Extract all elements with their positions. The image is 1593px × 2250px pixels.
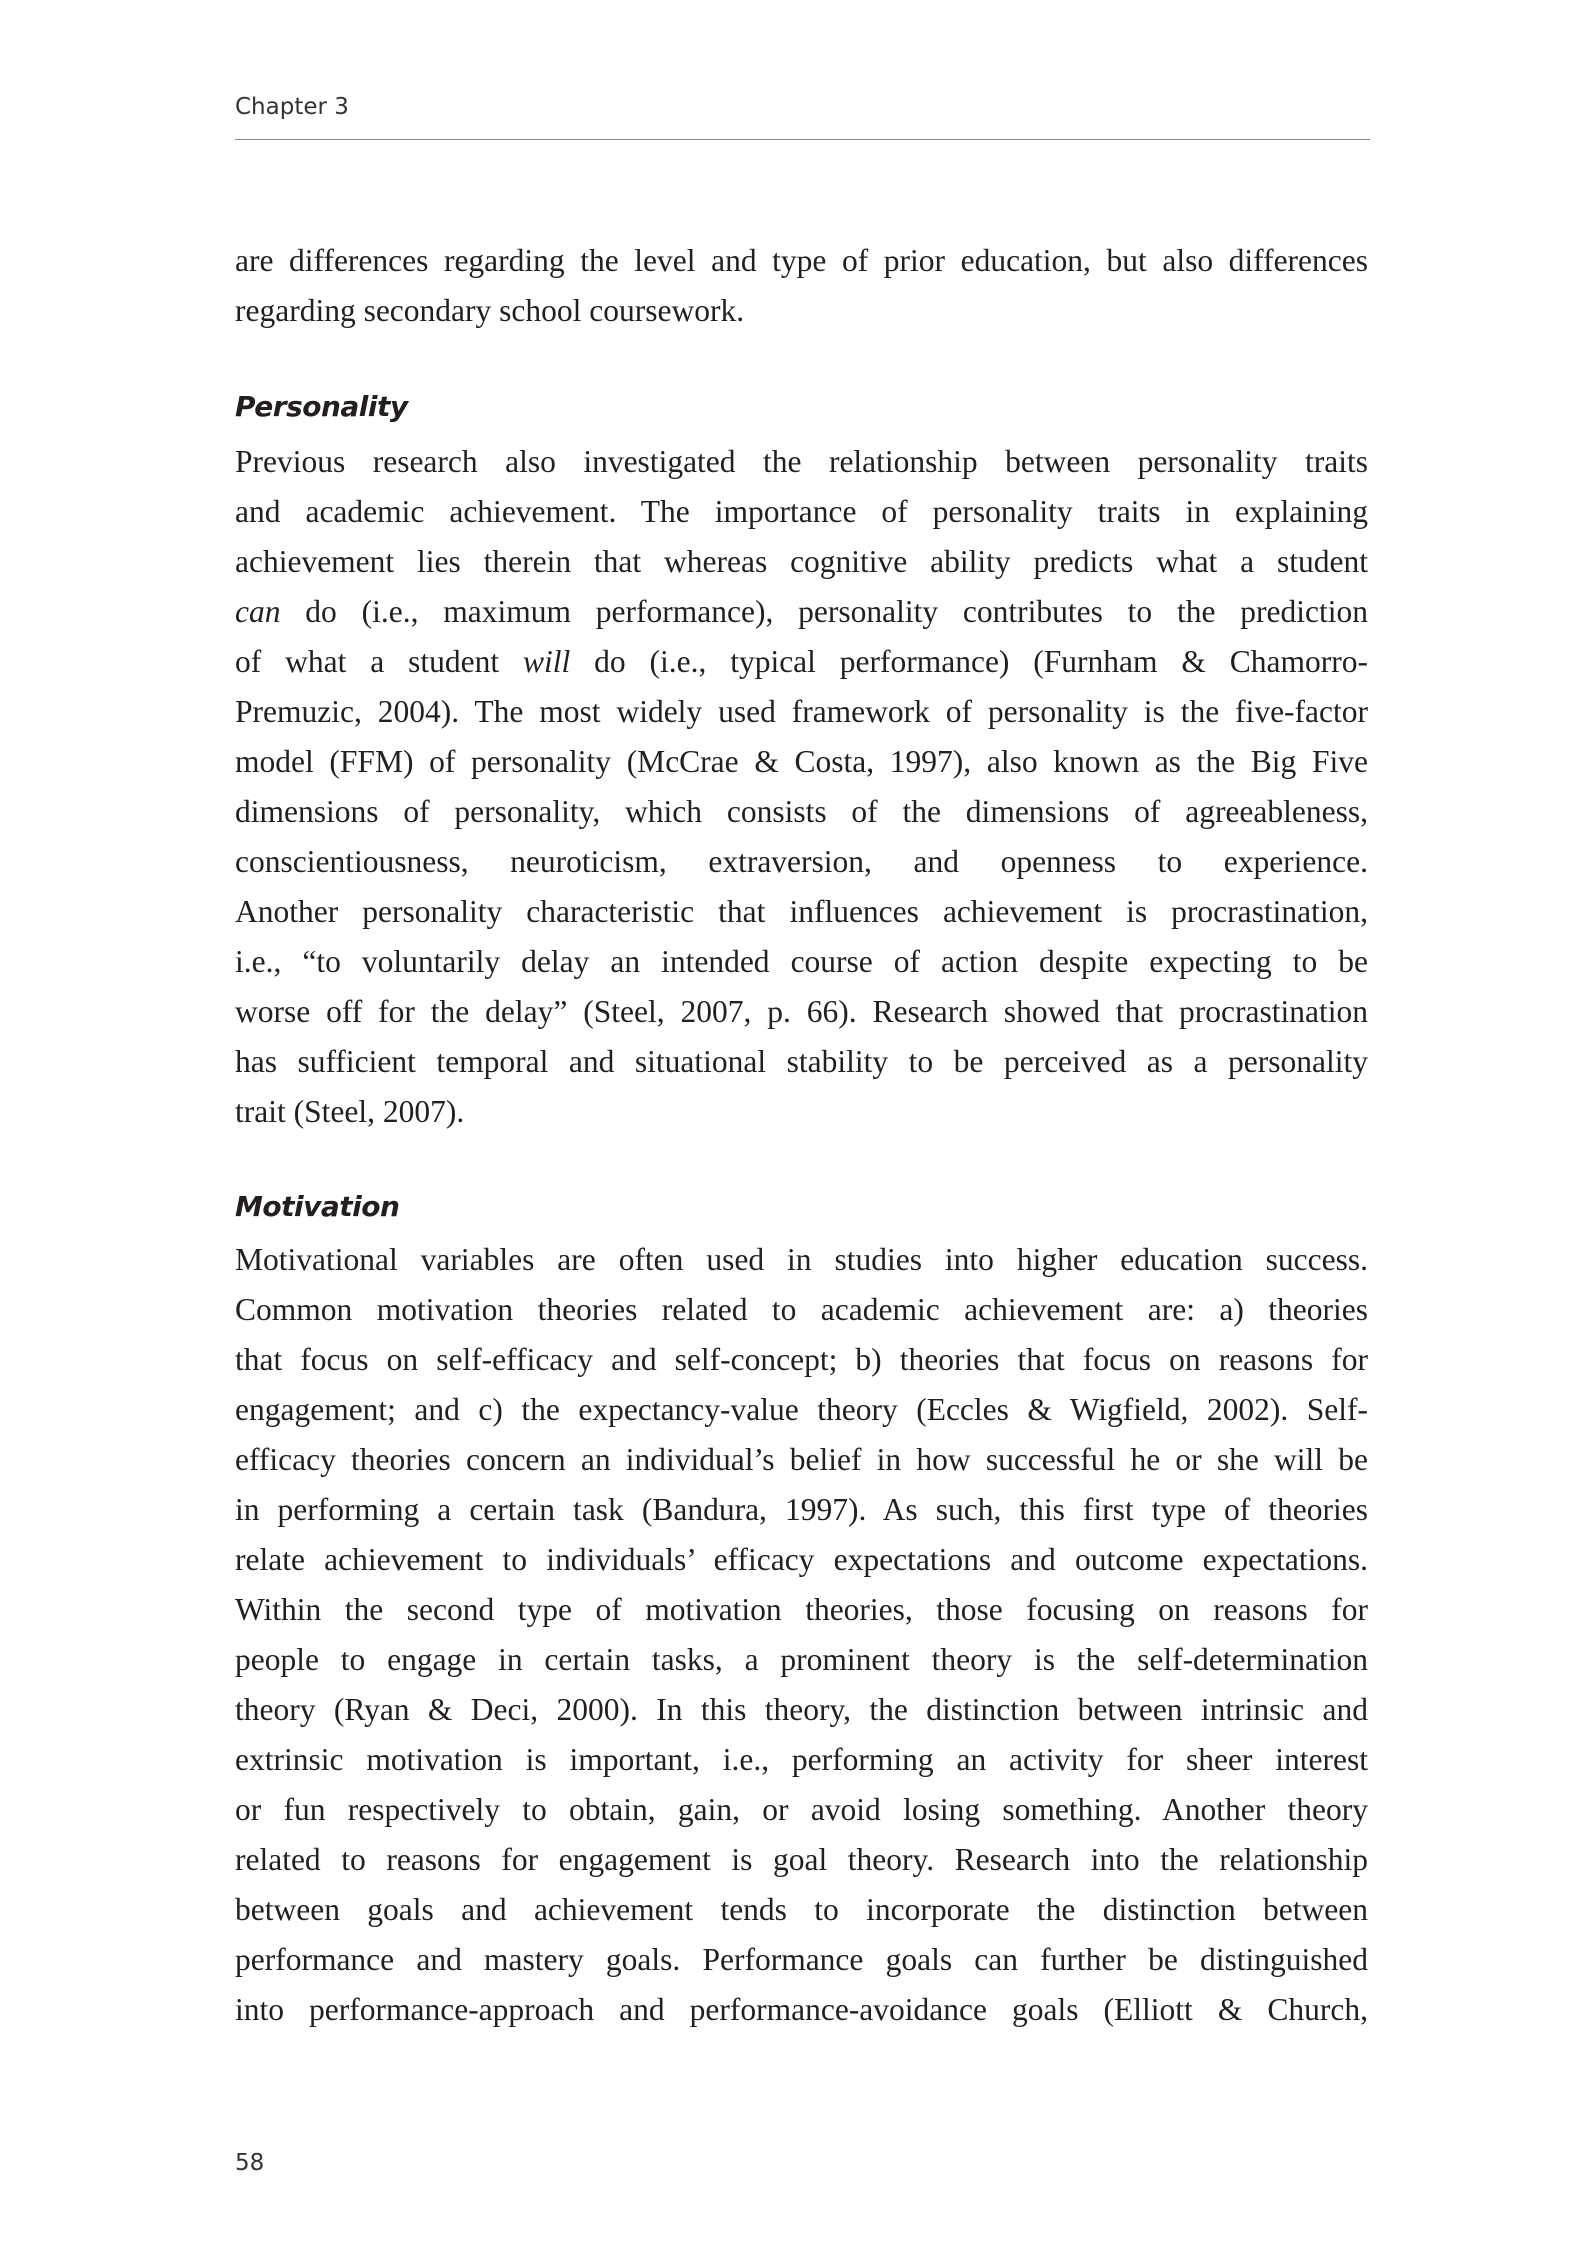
text-line bbox=[235, 987, 1368, 1037]
text-segment: are differences regarding the level and type of prior education, but also differences bbox=[235, 243, 1368, 278]
text-line bbox=[235, 1985, 1368, 2035]
text-segment: performance and mastery goals. Performance goals can further be distinguished bbox=[235, 1942, 1368, 1977]
text-segment: or fun respectively to obtain, gain, or avoid losing something. Another theory bbox=[235, 1792, 1368, 1827]
text-segment: people to engage in certain tasks, a prominent theory is the self-determination bbox=[235, 1642, 1368, 1677]
text-segment: Motivational variables are often used in studies into higher education success. bbox=[235, 1242, 1368, 1277]
text-segment: into performance-approach and performance-avoidance goals (Elliott & Church, bbox=[235, 1992, 1368, 2027]
text-segment: Within the second type of motivation theories, those focusing on reasons for bbox=[235, 1592, 1368, 1627]
text-segment: Common motivation theories related to academic achievement are: a) theories bbox=[235, 1292, 1368, 1327]
text-line bbox=[235, 1635, 1368, 1685]
text-line bbox=[235, 1835, 1368, 1885]
text-segment: has sufficient temporal and situational stability to be perceived as a personality bbox=[235, 1044, 1368, 1079]
text-segment: related to reasons for engagement is goal theory. Research into the relationship bbox=[235, 1842, 1368, 1877]
emphasized-text: can bbox=[235, 594, 281, 629]
text-line bbox=[235, 1535, 1368, 1585]
text-segment: and academic achievement. The importance of personality traits in explaining bbox=[235, 494, 1368, 529]
text-line bbox=[235, 1285, 1368, 1335]
text-segment: theory (Ryan & Deci, 2000). In this theory, the distinction between intrinsic and bbox=[235, 1692, 1368, 1727]
text-line bbox=[235, 687, 1368, 737]
text-line bbox=[235, 1785, 1368, 1835]
text-segment: model (FFM) of personality (McCrae & Costa, 1997), also known as the Big Five bbox=[235, 744, 1368, 779]
text-segment: conscientiousness, neuroticism, extraversion, and openness to experience. bbox=[235, 844, 1368, 879]
text-segment: between goals and achievement tends to incorporate the distinction between bbox=[235, 1892, 1368, 1927]
text-line bbox=[235, 837, 1368, 887]
text-line bbox=[235, 937, 1368, 987]
text-line bbox=[235, 1335, 1368, 1385]
text-line bbox=[235, 537, 1368, 587]
text-segment: trait (Steel, 2007). bbox=[235, 1094, 465, 1129]
text-segment: dimensions of personality, which consists of the dimensions of agreeableness, bbox=[235, 794, 1368, 829]
text-segment: of what a student bbox=[235, 644, 523, 679]
text-segment: achievement lies therein that whereas cognitive ability predicts what a student bbox=[235, 544, 1368, 579]
text-line bbox=[235, 1435, 1368, 1485]
text-line bbox=[235, 487, 1368, 537]
text-line bbox=[235, 787, 1368, 837]
text-line bbox=[235, 1385, 1368, 1435]
text-line bbox=[235, 1935, 1368, 1985]
text-segment: Previous research also investigated the relationship between personality traits bbox=[235, 444, 1368, 479]
text-segment: relate achievement to individuals’ efficacy expectations and outcome expectations. bbox=[235, 1542, 1368, 1577]
text-line bbox=[235, 1235, 1368, 1285]
text-line bbox=[235, 1585, 1368, 1635]
header-rule bbox=[235, 139, 1370, 140]
text-segment: regarding secondary school coursework. bbox=[235, 293, 745, 328]
text-line bbox=[235, 587, 1368, 637]
text-line bbox=[235, 1037, 1368, 1087]
text-segment: efficacy theories concern an individual’s belief in how successful he or she will be bbox=[235, 1442, 1368, 1477]
text-segment: worse off for the delay” (Steel, 2007, p. 66). Research showed that procrastination bbox=[235, 994, 1368, 1029]
paragraph-motivation bbox=[235, 1235, 1368, 2035]
text-line bbox=[235, 1485, 1368, 1535]
paragraph-personality bbox=[235, 437, 1368, 1137]
text-segment: i.e., “to voluntarily delay an intended course of action despite expecting to be bbox=[235, 944, 1368, 979]
text-line bbox=[235, 286, 1368, 336]
text-line bbox=[235, 437, 1368, 487]
text-segment: in performing a certain task (Bandura, 1997). As such, this first type of theories bbox=[235, 1492, 1368, 1527]
text-segment: do (i.e., maximum performance), personality contributes to the prediction bbox=[280, 594, 1368, 629]
text-segment: do (i.e., typical performance) (Furnham & Chamorro- bbox=[570, 644, 1368, 679]
text-line bbox=[235, 637, 1368, 687]
text-line bbox=[235, 1087, 1368, 1137]
text-line bbox=[235, 1735, 1368, 1785]
text-line bbox=[235, 1885, 1368, 1935]
text-line bbox=[235, 737, 1368, 787]
running-head: Chapter 3 bbox=[235, 94, 349, 120]
text-segment: that focus on self-efficacy and self-concept; b) theories that focus on reasons for bbox=[235, 1342, 1368, 1377]
section-heading-motivation: Motivation bbox=[235, 1190, 400, 1223]
text-line bbox=[235, 1685, 1368, 1735]
emphasized-text: will bbox=[522, 644, 571, 679]
page-number: 58 bbox=[235, 2150, 265, 2176]
text-segment: extrinsic motivation is important, i.e., performing an activity for sheer interest bbox=[235, 1742, 1368, 1777]
text-segment: Another personality characteristic that influences achievement is procrastination, bbox=[235, 894, 1368, 929]
text-segment: Premuzic, 2004). The most widely used framework of personality is the five-factor bbox=[235, 694, 1368, 729]
paragraph-intro bbox=[235, 236, 1368, 336]
section-heading-personality: Personality bbox=[235, 390, 408, 423]
text-line bbox=[235, 887, 1368, 937]
text-line bbox=[235, 236, 1368, 286]
text-segment: engagement; and c) the expectancy-value theory (Eccles & Wigfield, 2002). Self- bbox=[235, 1392, 1368, 1427]
